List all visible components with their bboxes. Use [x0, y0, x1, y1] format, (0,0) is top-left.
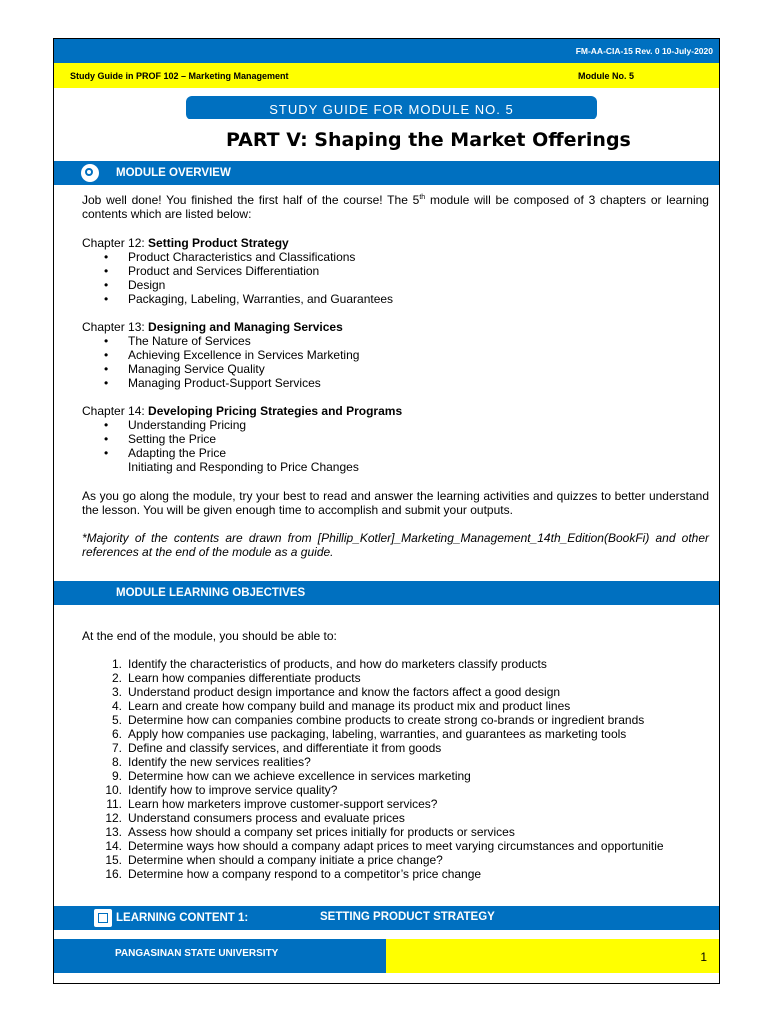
list-item: 1. Identify the characteristics of products, and how do marketers classify products [111, 657, 547, 671]
module-overview-heading: MODULE OVERVIEW [116, 167, 231, 179]
list-item: • Setting the Price [104, 432, 217, 446]
list-item: • The Nature of Services [104, 334, 251, 348]
university-name: PANGASINAN STATE UNIVERSITY [115, 948, 279, 959]
magnifier-icon [81, 164, 99, 182]
chapter-13-heading: Chapter 13: Designing and Managing Services [82, 320, 343, 334]
module-title-banner [186, 96, 597, 120]
list-item: 12. Understand consumers process and evaluate prices [105, 811, 405, 825]
footer-university [54, 939, 386, 973]
header-yellow-bar [54, 63, 719, 88]
list-item: • Managing Service Quality [104, 362, 265, 376]
chapter-13-list [82, 334, 359, 390]
list-item: • Understanding Pricing [104, 418, 247, 432]
list-item: Initiating and Responding to Price Changes [128, 460, 359, 474]
module-overview-header [54, 161, 719, 185]
header-bar [54, 39, 719, 63]
list-item: 7. Define and classify services, and differentiate it from goods [111, 741, 442, 755]
list-item: • Product Characteristics and Classifications [104, 250, 356, 264]
list-item: 15. Determine when should a company initiate a price change? [105, 853, 443, 867]
learning-objectives-heading: MODULE LEARNING OBJECTIVES [116, 587, 306, 599]
list-item: • Product and Services Differentiation [104, 264, 320, 278]
list-item: • Achieving Excellence in Services Marketing [104, 348, 360, 362]
module-number: Module No. 5 [578, 71, 634, 81]
page-number: 1 [700, 950, 707, 964]
list-item: 16. Determine how a company respond to a competitor’s price change [105, 867, 482, 881]
list-item: • Design [104, 278, 166, 292]
chapter-12-list [82, 250, 393, 306]
chapter-14-heading: Chapter 14: Developing Pricing Strategies and Programs [82, 404, 403, 418]
document-reference: FM-AA-CIA-15 Rev. 0 10-July-2020 [575, 46, 713, 56]
overview-intro: Job well done! You finished the first half of the course! The 5th module will be composed of 3 chapters or learning contents which are listed below: [82, 193, 709, 221]
list-item: 11. Learn how marketers improve customer-support services? [106, 797, 438, 811]
list-item: 3. Understand product design importance and know the factors affect a good design [111, 685, 561, 699]
list-item: 4. Learn and create how company build and manage its product mix and product lines [111, 699, 571, 713]
learning-content-header [54, 906, 719, 930]
list-item: • Packaging, Labeling, Warranties, and Guarantees [104, 292, 394, 306]
objectives-list [82, 657, 664, 881]
list-item: 10. Identify how to improve service quality? [105, 783, 338, 797]
chapter-14-list [82, 418, 359, 474]
module-title-text: STUDY GUIDE FOR MODULE NO. 5 [269, 102, 514, 117]
objectives-intro: At the end of the module, you should be able to: [82, 629, 337, 643]
list-item: 6. Apply how companies use packaging, labeling, warranties, and guarantees as marketing tools [111, 727, 627, 741]
overview-closing: As you go along the module, try your best to read and answer the learning activities and quizzes to better understand the lesson. You will be given enough time to accomplish and submit your outputs. [82, 489, 709, 517]
list-item: 13. Assess how should a company set prices initially for products or services [105, 825, 515, 839]
list-item: 2. Learn how companies differentiate products [111, 671, 361, 685]
learning-content-title: SETTING PRODUCT STRATEGY [320, 911, 495, 923]
book-icon [94, 909, 112, 927]
list-item: 9. Determine how can we achieve excellence in services marketing [111, 769, 471, 783]
learning-objectives-header [54, 581, 719, 605]
list-item: 5. Determine how can companies combine products to create strong co-brands or ingredient brands [111, 713, 645, 727]
document-page [53, 38, 720, 984]
study-guide-title: Study Guide in PROF 102 – Marketing Management [70, 71, 289, 81]
list-item: 14. Determine ways how should a company adapt prices to meet varying circumstances and opportunitie [105, 839, 664, 853]
list-item: • Adapting the Price [104, 446, 227, 460]
learning-content-label: LEARNING CONTENT 1: [116, 912, 249, 924]
footer-page [386, 939, 719, 973]
list-item: • Managing Product-Support Services [104, 376, 321, 390]
chapter-12-heading: Chapter 12: Setting Product Strategy [82, 236, 289, 250]
source-note: *Majority of the contents are drawn from [Phillip_Kotler]_Marketing_Management_14th_Edition(BookFi) and other references at the end of the module as a guide. [82, 531, 709, 559]
list-item: 8. Identify the new services realities? [111, 755, 311, 769]
part-title: PART V: Shaping the Market Offerings [226, 129, 631, 151]
